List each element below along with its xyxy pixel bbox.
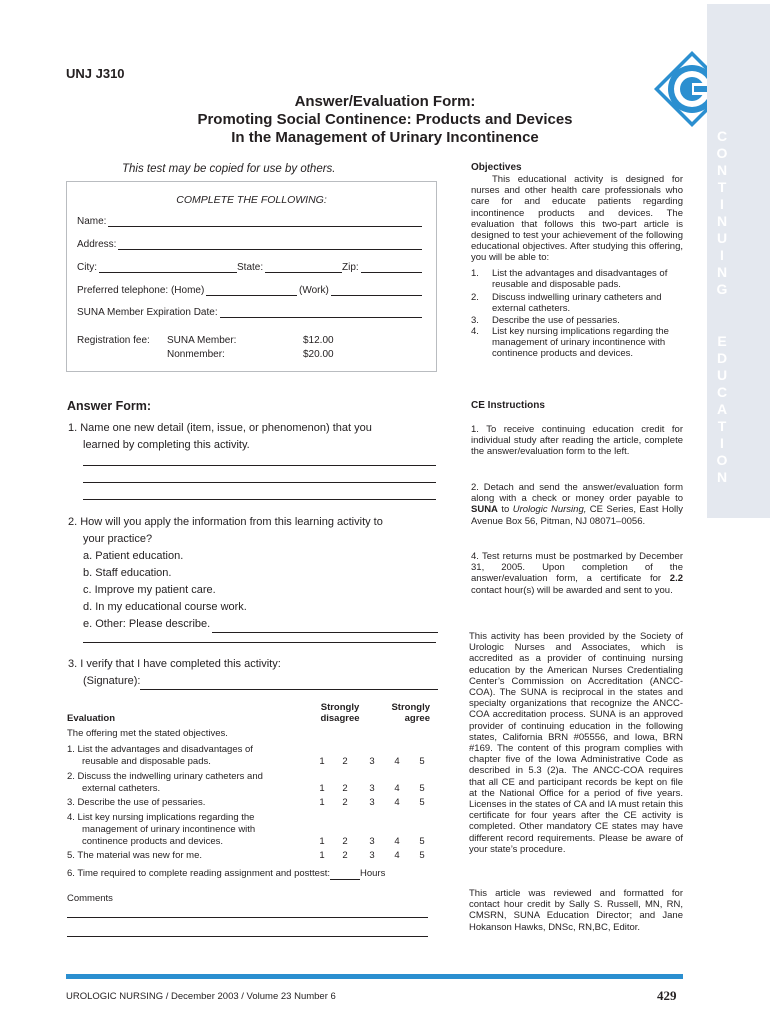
rating-option[interactable]: 1 (319, 783, 325, 794)
rating-option[interactable]: 4 (394, 836, 400, 847)
eval-item-4: 4. List key nursing implications regarding the management of urinary incontinence with continence products and devices. (67, 812, 256, 847)
eval-item-5: 5. The material was new for me. (67, 850, 202, 861)
side-letter: I (720, 247, 724, 263)
rating-option[interactable]: 3 (369, 783, 375, 794)
side-letter: O (716, 145, 728, 161)
box-heading: COMPLETE THE FOLLOWING: (176, 194, 327, 206)
ce-step-2: 2. Detach and send the answer/evaluation form along with a check or money order payable to SUNA to Urologic Nursing, CE Series, East Holly Avenue Box 56, Pitman, NJ 08071–0056. (471, 482, 683, 527)
page-title: Answer/Evaluation Form: Promoting Social Continence: Products and Devices In the Management of Urinary Incontinence (197, 93, 573, 146)
member-label: SUNA Member: (167, 335, 237, 346)
side-letter: U (716, 367, 728, 383)
rating-option[interactable]: 2 (342, 836, 348, 847)
eval-item-2: 2. Discuss the indwelling urinary catheters and external catheters. (67, 771, 263, 794)
page-number: 429 (657, 988, 677, 1003)
answer-form-heading: Answer Form: (67, 399, 152, 413)
option-patient-education[interactable]: a. Patient education. (83, 550, 184, 562)
state-field[interactable]: State: (237, 262, 342, 273)
side-letter: G (716, 281, 728, 297)
rating-option[interactable]: 5 (419, 850, 425, 861)
rating-option[interactable]: 1 (319, 797, 325, 808)
provider-statement: This activity has been provided by the Society of Urologic Nurses and Associates, which is accredited as a provider of continuing nursing education by the American Nurses Credentialing Center’s Commission on Accreditation (ANCC-COA). The SUNA is reciprocal in the states and specialty organizations that recognize the ANCC-COA accreditation process. SUNA is an approved provider of continuing education in the following states, California BRN #05556, and Iowa, BRN #169. The content of this program complies with chapter five of the Iowa Administrative Code as described in 5.3 (2)a. The ANCC-COA requires that all CE and participant records be kept on file at the National Office for a period of five years. Licenses in the states of CA and IA must retain this certificate for four years after the CE activity is completed. Other mandatory CE states may have different record requirements. Please be aware of your state’s procedure. (469, 631, 683, 855)
member-fee: $12.00 (303, 335, 334, 346)
home-phone-field[interactable]: Preferred telephone: (Home) (77, 285, 297, 296)
side-letter: N (716, 264, 728, 280)
rating-option[interactable]: 4 (394, 850, 400, 861)
rating-option[interactable]: 4 (394, 797, 400, 808)
answer-line[interactable] (83, 465, 436, 466)
journal-code: UNJ J310 (66, 66, 125, 81)
side-letter: U (716, 230, 728, 246)
fee-label: Registration fee: (77, 335, 150, 346)
work-phone-field[interactable]: (Work) (299, 285, 422, 296)
strongly-disagree-label: Strongly disagree (320, 702, 360, 724)
strongly-agree-label: Strongly agree (391, 702, 430, 724)
evaluation-intro: The offering met the stated objectives. (67, 728, 228, 739)
option-other[interactable]: e. Other: Please describe. (83, 616, 438, 633)
hours-field[interactable] (330, 870, 360, 880)
rating-option[interactable]: 4 (394, 783, 400, 794)
question-1: 1. Name one new detail (item, issue, or phenomenon) that you learned by completing this activity. (68, 422, 372, 451)
rating-option[interactable]: 2 (342, 783, 348, 794)
nonmember-label: Nonmember: (167, 349, 225, 360)
footer-rule (66, 974, 683, 979)
side-letter: O (716, 452, 728, 468)
answer-line[interactable] (83, 642, 436, 643)
side-letter: I (720, 196, 724, 212)
comments-label: Comments (67, 893, 113, 904)
rating-option[interactable]: 3 (369, 756, 375, 767)
rating-option[interactable]: 5 (419, 836, 425, 847)
rating-option[interactable]: 1 (319, 836, 325, 847)
journal-citation: UROLOGIC NURSING / December 2003 / Volume 23 Number 6 (66, 991, 336, 1002)
side-letter: D (716, 350, 728, 366)
objectives-heading: Objectives (471, 162, 522, 173)
eval-item-1: 1. List the advantages and disadvantages of reusable and disposable pads. (67, 744, 253, 767)
city-field[interactable]: City: (77, 262, 237, 273)
side-letter: C (716, 128, 728, 144)
comments-line[interactable] (67, 936, 428, 937)
rating-option[interactable]: 3 (369, 850, 375, 861)
ce-instructions-heading: CE Instructions (471, 400, 545, 411)
option-improve-care[interactable]: c. Improve my patient care. (83, 584, 216, 596)
option-course-work[interactable]: d. In my educational course work. (83, 601, 247, 613)
zip-field[interactable]: Zip: (342, 262, 422, 273)
rating-option[interactable]: 2 (342, 850, 348, 861)
side-letter: I (720, 435, 724, 451)
rating-option[interactable]: 1 (319, 756, 325, 767)
ce-step-1: 1. To receive continuing education credit for individual study after reading the article, complete the answer/evaluation form to the left. (471, 424, 683, 458)
review-statement: This article was reviewed and formatted for contact hour credit by Sally S. Russell, MN, RN, CMSRN, SUNA Education Director; and Jane Hokanson Hawks, DNSc, RN,BC, Editor. (469, 888, 683, 933)
rating-option[interactable]: 2 (342, 756, 348, 767)
rating-option[interactable]: 5 (419, 783, 425, 794)
eval-item-3: 3. Describe the use of pessaries. (67, 797, 206, 808)
side-letter: N (716, 469, 728, 485)
rating-option[interactable]: 5 (419, 797, 425, 808)
question-2: 2. How will you apply the information from this learning activity to your practice? a. Patient education. b. Staff education. c. Improve my patient care. d. In my educational course work. e. Other: Please describe. (68, 514, 438, 633)
signature-field[interactable]: (Signature): (83, 673, 438, 690)
ce-step-4: 4. Test returns must be postmarked by December 31, 2005. Upon completion of the answer/evaluation form, a certificate for 2.2 contact hour(s) will be awarded and sent to you. (471, 551, 683, 596)
side-letter: C (716, 384, 728, 400)
expiration-date-field[interactable]: SUNA Member Expiration Date: (77, 307, 422, 318)
rating-option[interactable]: 4 (394, 756, 400, 767)
side-letter: N (716, 213, 728, 229)
side-letter: A (716, 401, 728, 417)
option-staff-education[interactable]: b. Staff education. (83, 567, 172, 579)
side-letter: T (717, 179, 727, 195)
comments-line[interactable] (67, 917, 428, 918)
side-word-education (707, 333, 737, 486)
answer-line[interactable] (83, 482, 436, 483)
rating-option[interactable]: 1 (319, 850, 325, 861)
rating-option[interactable]: 5 (419, 756, 425, 767)
evaluation-heading: Evaluation (67, 713, 116, 724)
question-3: 3. I verify that I have completed this activity: (Signature): (68, 656, 438, 690)
registration-box (66, 181, 437, 372)
rating-option[interactable]: 2 (342, 797, 348, 808)
address-field[interactable]: Address: (77, 239, 422, 250)
side-letter: T (717, 418, 727, 434)
rating-option[interactable]: 3 (369, 836, 375, 847)
nonmember-fee: $20.00 (303, 349, 334, 360)
name-field[interactable]: Name: (77, 216, 422, 227)
objectives-intro: This educational activity is designed for nurses and other health care professionals who care for and educate patients regarding incontinence products and devices. The evaluation that follows this two-part article is designed to test your achievement of the following educational objectives. After studying this offering, you will be able to: (471, 174, 683, 264)
side-letter: N (716, 162, 728, 178)
rating-option[interactable]: 3 (369, 797, 375, 808)
answer-line[interactable] (83, 499, 436, 500)
time-required: 6. Time required to complete reading assignment and posttest: Hours (67, 868, 386, 879)
copy-note: This test may be copied for use by others. (122, 163, 336, 175)
side-letter: E (717, 333, 727, 349)
side-word-continuing (707, 128, 737, 298)
